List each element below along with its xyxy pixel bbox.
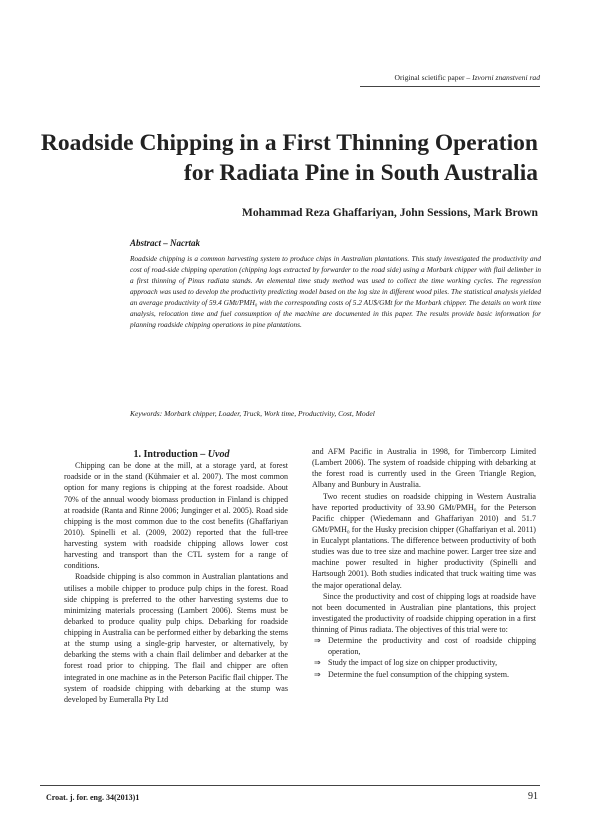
paragraph: Roadside chipping is also common in Australian plantations and utilises a mobile chipper to produce pulp chips in the forest. Road side chipping is preferred to the other harvesting systems due to minimizing materials processing (Lambert 2006). Stems must be debarked to produce quality pulp chips. Debarking for roadside chipping in Australia can be performed either by debarking the stems at the stump using a single-grip harvester, or alternatively, by debarking the stems with a chain flail delimber and debarker at the forest road prior to chipping. The flail and chipper are often integrated in one machine as in the Peterson Pacific flail chipper. The system of roadside chipping with debarking at the stump was developed by Eumeralla Pty Ltd (64, 572, 288, 704)
list-item (312, 657, 536, 668)
running-header (394, 73, 540, 82)
left-column (64, 449, 288, 705)
abstract-heading: Abstract – Nacrtak (130, 238, 201, 248)
paper-title: Roadside Chipping in a First Thinning Operation for Radiata Pine in South Australia (40, 130, 538, 186)
arrow-icon: ⇒ (314, 658, 321, 668)
section-number: 1. Introduction – (133, 449, 208, 460)
arrow-icon: ⇒ (314, 669, 321, 679)
journal-citation: Croat. j. for. eng. 34(2013)1 (46, 793, 140, 802)
header-paper-type-hr: Izvorni znanstveni rad (472, 73, 540, 82)
objective-text: Study the impact of log size on chipper productivity, (328, 658, 498, 668)
section-title-hr: Uvod (207, 449, 230, 460)
header-rule (360, 86, 540, 87)
right-column (312, 446, 536, 680)
page-number: 91 (528, 791, 538, 802)
objective-text: Determine the fuel consumption of the chipping system. (328, 669, 510, 679)
paragraph: and AFM Pacific in Australia in 1998, for Timbercorp Limited (Lambert 2006). The system of roadside chipping with debarking at the forest road is currently used in the Green Triangle Region, Albany and Bunbury in Australia. (312, 447, 536, 490)
abstract-text: Roadside chipping is a common harvesting system to produce chips in Australian plantations. This study investigated the productivity and cost of road-side chipping operation (chipping logs extracted by forwarder to the road side) using a Morbark chipper with flail delimber in a first thinning of Pinus radiata stands. An elemental time study method was used to collect the time working cycles. The regression approach was used to develop the productivity predicting model based on the log size in different wood piles. The statistical analysis yielded an average productivity of 59.4 GMt/PMH₀ with the corresponding costs of 5.2 AU$/GMt for the Morbark chipper. The details on work time analysis, relocation time and fuel consumption of the machine are documented in this paper. The results provide basic information for planning roadside chipping operations in pine plantations. (130, 254, 541, 330)
objective-text: Determine the productivity and cost of roadside chipping operation, (328, 636, 536, 657)
paragraph: Chipping can be done at the mill, at a storage yard, at forest roadside or in the stand (Kühmaier et al. 2007). The most common option for many regions is chipping at the forest roadside. About 70% of the annual woody biomass production in Finland is chipped at roadside (Ranta and Rinne 2006; Junginger et al. 2005). Road side chipping is the most common due to the cost benefits (Ghaffariyan 2010). Spinelli et al. (2009, 2002) reported that the full-tree harvesting system with roadside chipping allows lower cost harvesting and transport than the CTL system for a range of conditions. (64, 461, 288, 571)
author-list: Mohammad Reza Ghaffariyan, John Sessions, Mark Brown (241, 206, 538, 219)
paragraph: Since the productivity and cost of chipping logs at roadside have not been documented in Australian pine plantations, this project investigated the productivity of roadside chipping operation in a first thinning of Pinus radiata. The objectives of this trial were to: (312, 591, 536, 634)
objectives-list (312, 635, 536, 680)
paragraph: Two recent studies on roadside chipping in Western Australia have reported productivity of 33.90 GMt/PMH₀ for the Peterson Pacific chipper (Wiedemann and Ghaffariyan 2010) and 51.7 GMt/PMH₀ for the Husky precision chipper (Ghaffariyan et al. 2011) in Eucalypt plantations. The difference between productivity of both studies was due to tree size and machine power. Larger tree size and machine power resulted in higher productivity (Spinelli and Hartsough 2001). Both studies indicated that truck waiting time was the major operational delay. (312, 491, 536, 590)
keywords: Keywords: Morbark chipper, Loader, Truck, Work time, Productivity, Cost, Model (130, 409, 375, 418)
section-heading (64, 449, 288, 460)
header-paper-type: Original scietific paper – (394, 73, 473, 82)
list-item (312, 635, 536, 657)
arrow-icon: ⇒ (314, 636, 321, 646)
footer-rule (40, 785, 540, 786)
list-item (312, 669, 536, 680)
